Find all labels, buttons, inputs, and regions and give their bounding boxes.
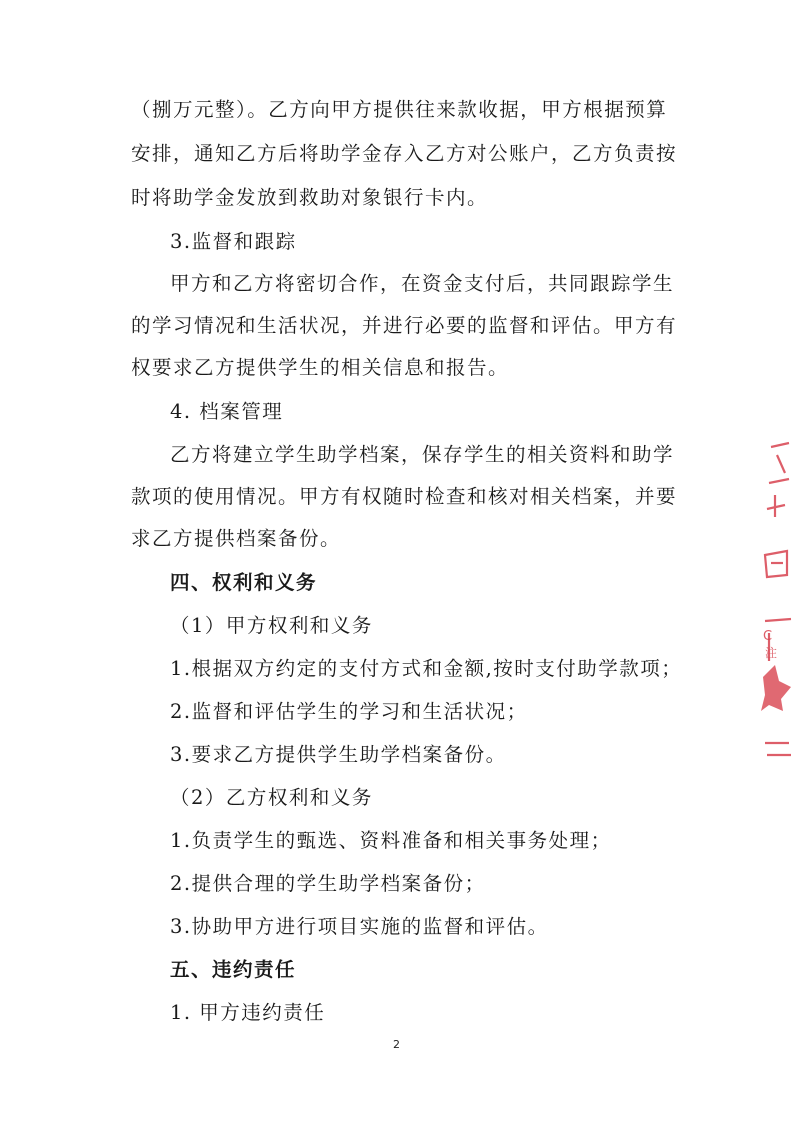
paragraph-line-9: 乙方将建立学生助学档案，保存学生的相关资料和助学 <box>170 443 675 466</box>
seal-stamp-fragment <box>755 425 793 770</box>
list-item-a1: 1.根据双方约定的支付方式和金额,按时支付助学款项； <box>170 657 683 680</box>
seal-text-c: C <box>763 629 773 644</box>
list-item-a3: 3.要求乙方提供学生助学档案备份。 <box>170 743 507 766</box>
page-number: 2 <box>393 1038 400 1051</box>
list-item-a2: 2.监督和评估学生的学习和生活状况； <box>170 700 528 723</box>
subheading-party-a-breach: 1. 甲方违约责任 <box>170 1001 326 1024</box>
seal-text-zhu: 注 <box>765 646 778 660</box>
paragraph-line-5: 甲方和乙方将密切合作，在资金支付后，共同跟踪学生 <box>170 272 675 295</box>
subheading-party-a: （1）甲方权利和义务 <box>170 614 373 637</box>
list-item-b3: 3.协助甲方进行项目实施的监督和评估。 <box>170 915 549 938</box>
paragraph-line-2: 安排，通知乙方后将助学金存入乙方对公账户，乙方负责按 <box>131 142 678 165</box>
subheading-party-b: （2）乙方权利和义务 <box>170 786 373 809</box>
section-heading-archive: 4. 档案管理 <box>170 400 284 423</box>
list-item-b2: 2.提供合理的学生助学档案备份； <box>170 872 486 895</box>
list-item-b1: 1.负责学生的甄选、资料准备和相关事务处理； <box>170 829 612 852</box>
paragraph-line-7: 权要求乙方提供学生的相关信息和报告。 <box>131 356 510 379</box>
paragraph-line-11: 求乙方提供档案备份。 <box>131 527 342 550</box>
paragraph-line-10: 款项的使用情况。甲方有权随时检查和核对相关档案，并要 <box>131 485 678 508</box>
section-heading-supervision: 3.监督和跟踪 <box>170 230 297 253</box>
paragraph-line-1: （捌万元整）。乙方向甲方提供往来款收据，甲方根据预算 <box>131 98 668 121</box>
chapter-heading-rights: 四、权利和义务 <box>170 571 318 594</box>
chapter-heading-breach: 五、违约责任 <box>170 958 297 981</box>
paragraph-line-3: 时将助学金发放到救助对象银行卡内。 <box>131 186 489 209</box>
paragraph-line-6: 的学习情况和生活状况，并进行必要的监督和评估。甲方有 <box>131 314 678 337</box>
